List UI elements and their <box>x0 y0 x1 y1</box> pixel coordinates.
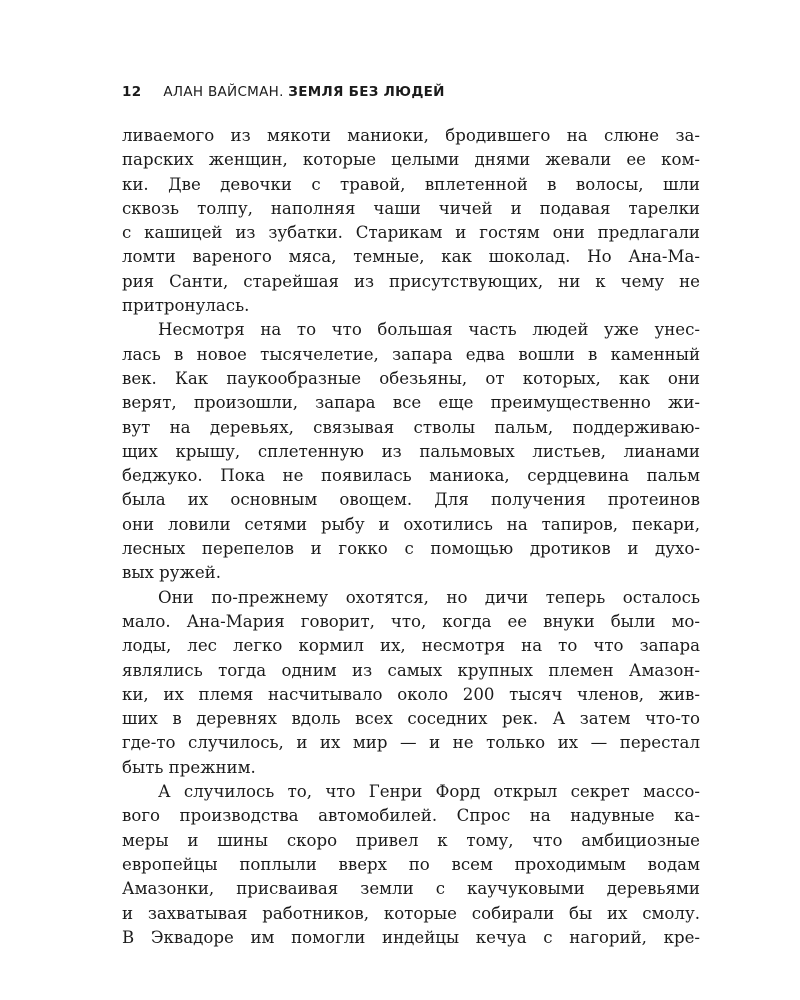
text-line: была их основным овощем. Для получения протеинов <box>122 490 700 510</box>
text-line: сквозь толпу, наполняя чаши чичей и подавая тарелки <box>122 198 700 218</box>
author-name: АЛАН ВАЙСМАН. <box>163 84 284 100</box>
text-line: беджуко. Пока не появилась маниока, сердцевина пальм <box>122 466 700 486</box>
text-line: ломти вареного мяса, темные, как шоколад. Но Ана-Ма- <box>122 247 700 267</box>
text-line: В Эквадоре им помогли индейцы кечуа с нагорий, кре- <box>122 927 700 947</box>
text-line: лась в новое тысячелетие, запара едва вошли в каменный <box>122 344 700 364</box>
text-line: где-то случилось, и их мир — и не только их — перестал <box>122 733 700 753</box>
text-line: ки. Две девочки с травой, вплетенной в волосы, шли <box>122 174 700 194</box>
paragraph <box>122 318 700 585</box>
paragraph <box>122 586 700 780</box>
text-line: меры и шины скоро привел к тому, что амбициозные <box>122 830 700 850</box>
paragraph <box>122 124 700 318</box>
text-line: мало. Ана-Мария говорит, что, когда ее внуки были мо- <box>122 611 700 631</box>
text-line: они ловили сетями рыбу и охотились на тапиров, пекари, <box>122 514 700 534</box>
text-line: вых ружей. <box>122 563 221 583</box>
text-line: с кашицей из зубатки. Старикам и гостям они предлагали <box>122 223 700 243</box>
text-line: и захватывая работников, которые собирали бы их смолу. <box>122 903 700 923</box>
text-line: лоды, лес легко кормил их, несмотря на то что запара <box>122 636 700 656</box>
text-line: ки, их племя насчитывало около 200 тысяч членов, жив- <box>122 684 700 704</box>
text-line: ших в деревнях вдоль всех соседних рек. А затем что-то <box>122 709 700 729</box>
page-number: 12 <box>122 84 142 100</box>
text-line: Они по-прежнему охотятся, но дичи теперь осталось <box>158 587 700 607</box>
text-line: являлись тогда одним из самых крупных племен Амазон- <box>122 660 700 680</box>
text-line: европейцы поплыли вверх по всем проходимым водам <box>122 854 700 874</box>
text-line: вого производства автомобилей. Спрос на надувные ка- <box>122 806 700 826</box>
text-line: Амазонки, присваивая земли с каучуковыми деревьями <box>122 879 700 899</box>
text-line: вут на деревьях, связывая стволы пальм, поддерживаю- <box>122 417 700 437</box>
text-line: щих крышу, сплетенную из пальмовых листьев, лианами <box>122 441 700 461</box>
text-line: притронулась. <box>122 296 250 316</box>
text-line: верят, произошли, запара все еще преимущественно жи- <box>122 393 700 413</box>
text-line: ливаемого из мякоти маниоки, бродившего на слюне за- <box>122 126 700 145</box>
text-line: Несмотря на то что большая часть людей уже унес- <box>158 320 700 340</box>
text-line: век. Как паукообразные обезьяны, от которых, как они <box>122 368 700 388</box>
running-head <box>122 84 682 100</box>
text-line: рия Санти, старейшая из присутствующих, ни к чему не <box>122 271 700 291</box>
paragraph <box>122 780 700 950</box>
text-line: быть прежним. <box>122 757 256 777</box>
body-text <box>122 124 700 950</box>
text-line: парских женщин, которые целыми днями жевали ее ком- <box>122 150 700 170</box>
book-title: ЗЕМЛЯ БЕЗ ЛЮДЕЙ <box>288 84 445 100</box>
text-line: лесных перепелов и гокко с помощью дротиков и духо- <box>122 539 700 559</box>
text-line: А случилось то, что Генри Форд открыл секрет массо- <box>158 782 700 802</box>
